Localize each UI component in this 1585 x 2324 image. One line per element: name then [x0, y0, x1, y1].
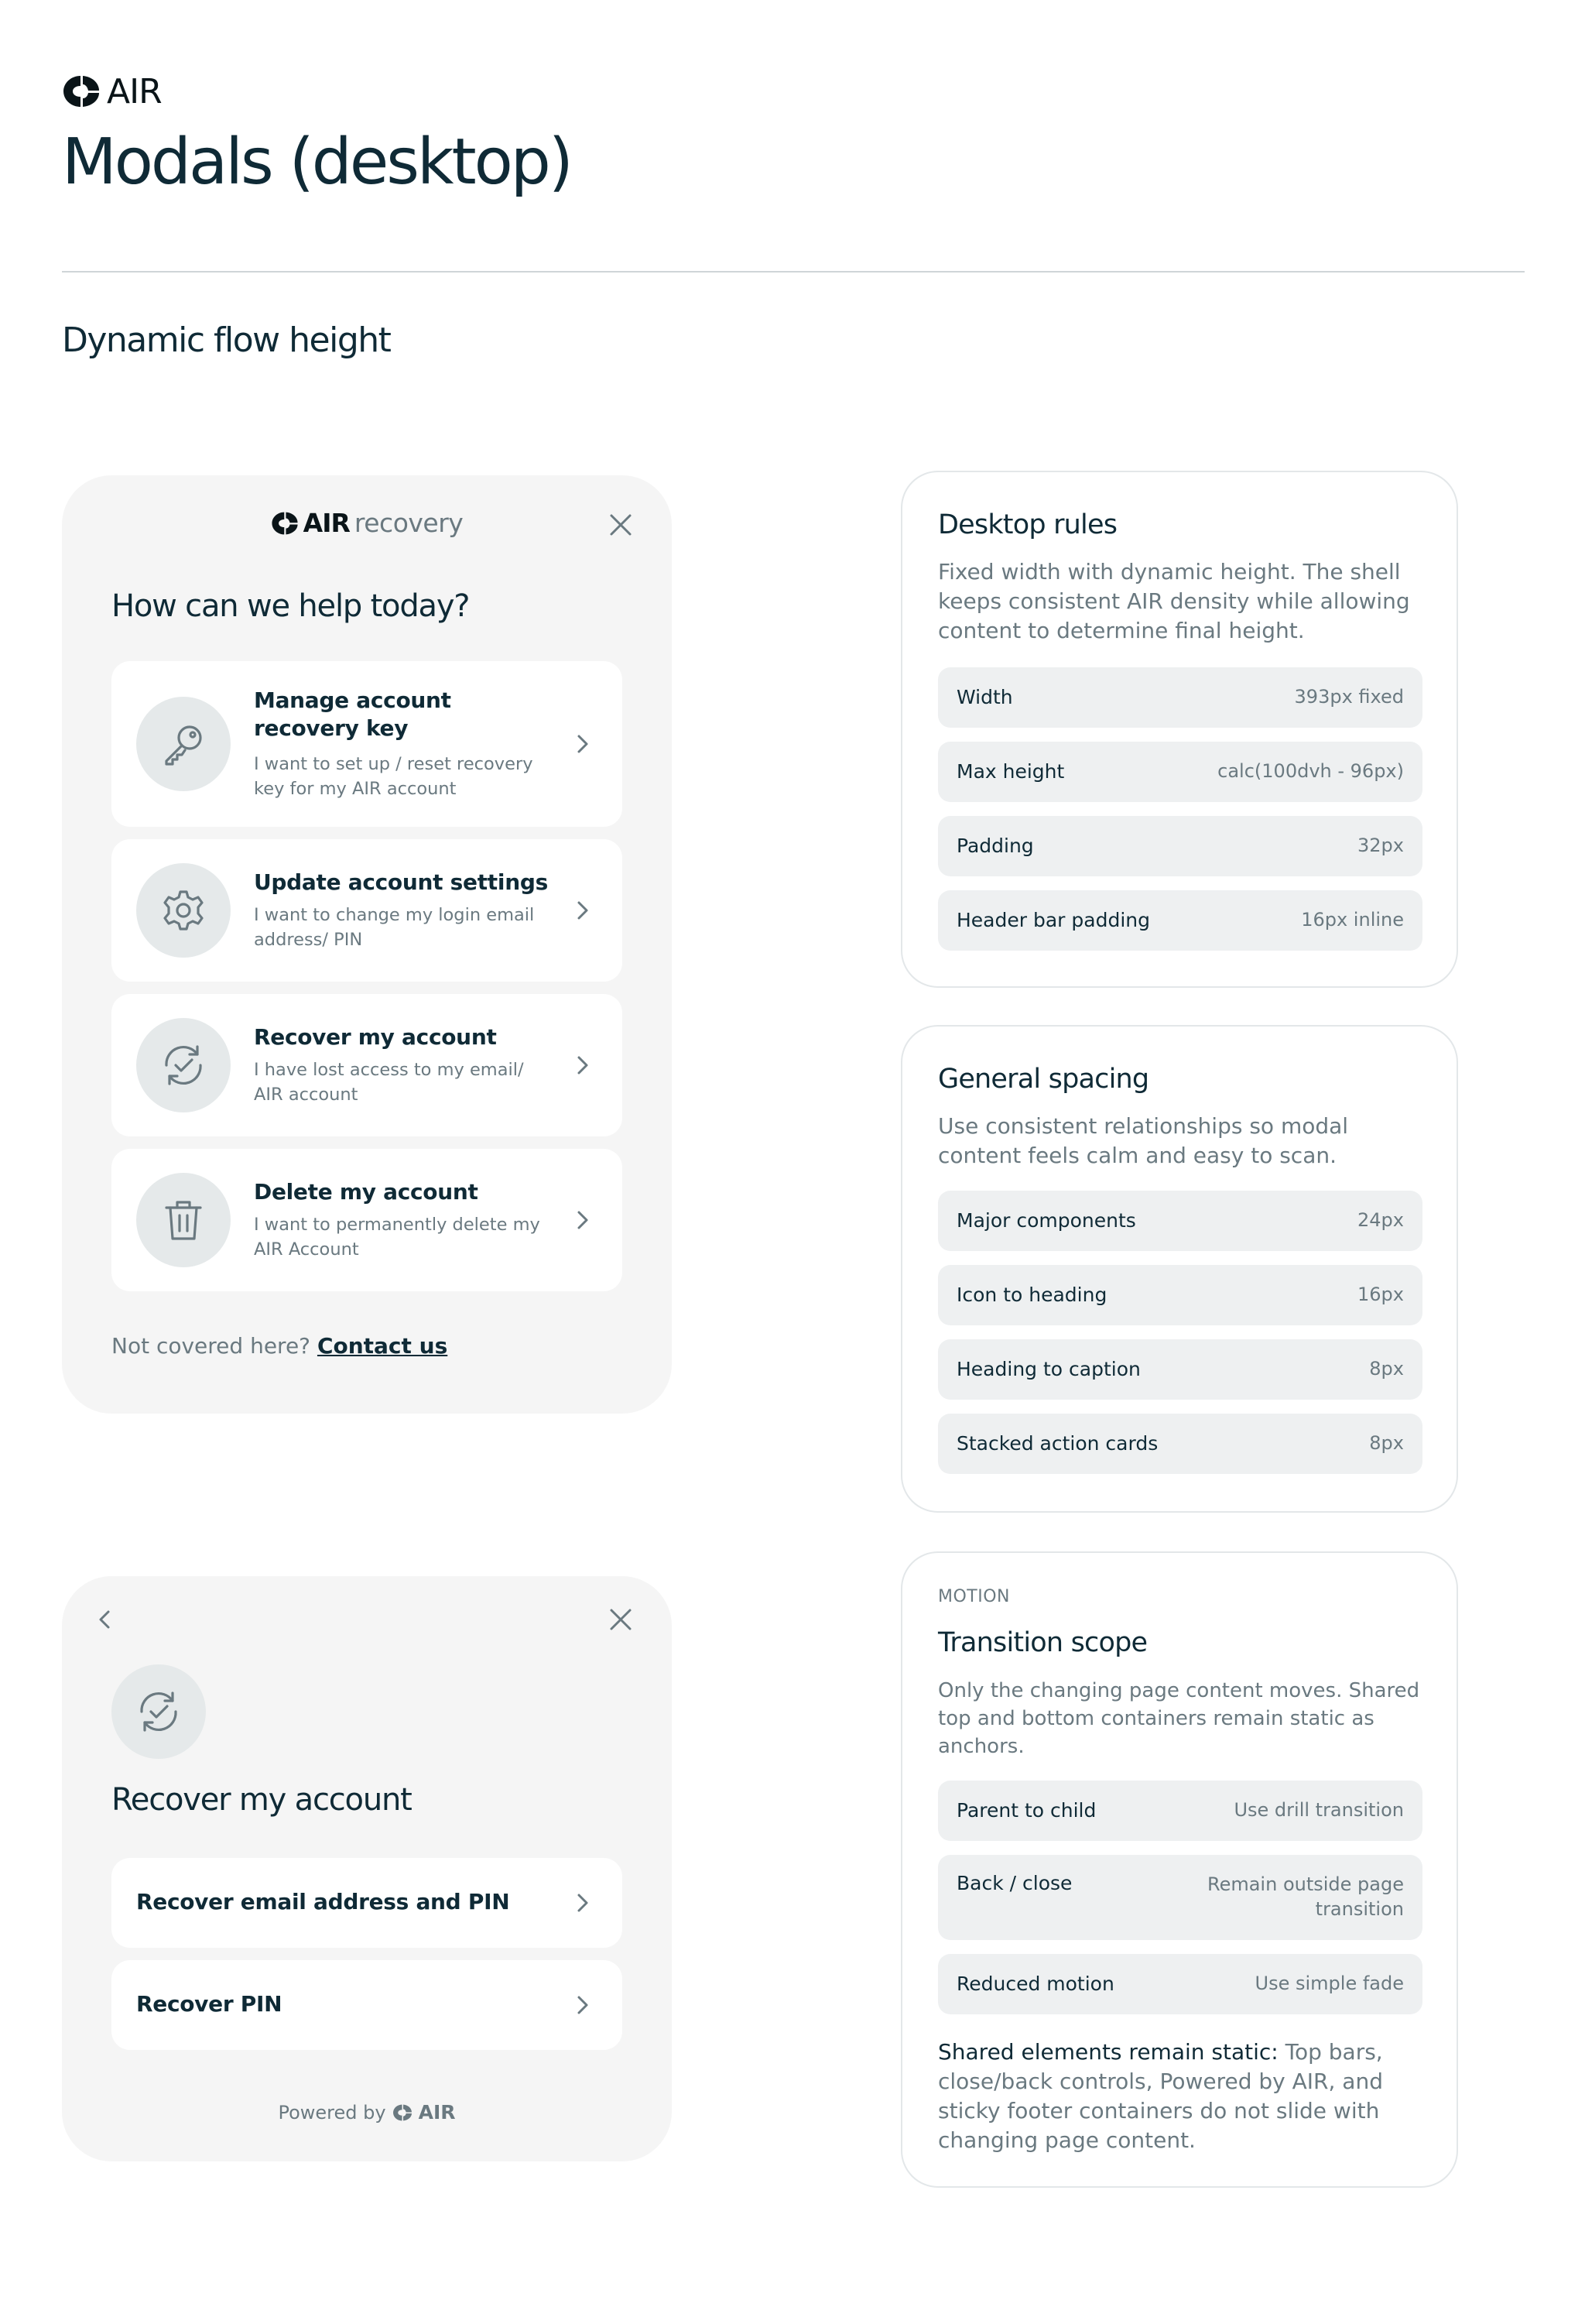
spec-row	[938, 1191, 1422, 1251]
spec-row	[938, 1414, 1422, 1474]
close-icon	[608, 512, 633, 537]
spec-value: 32px	[1357, 835, 1404, 856]
powered-by	[62, 2101, 672, 2123]
recover-account-modal	[62, 1576, 672, 2161]
spec-row	[938, 1855, 1422, 1940]
spec-row	[938, 742, 1422, 802]
card-description: I want to change my login email address/ PIN	[254, 905, 535, 950]
trash-icon	[159, 1195, 208, 1245]
card-title: Delete my account	[254, 1179, 478, 1205]
panel-title: Transition scope	[938, 1627, 1148, 1658]
desktop-rules-panel	[901, 471, 1458, 988]
modal-heading: How can we help today?	[111, 588, 470, 624]
spec-value: Remain outside page transition	[1207, 1873, 1404, 1920]
spec-row	[938, 890, 1422, 951]
card-title: Update account settings	[254, 869, 548, 895]
modal-heading: Recover my account	[111, 1782, 412, 1818]
card-recover-account[interactable]	[111, 994, 622, 1136]
refresh-check-icon	[134, 1687, 183, 1736]
modal-brand-air: AIR	[303, 508, 350, 538]
key-icon	[159, 719, 208, 769]
spec-key: Major components	[957, 1209, 1136, 1232]
panel-title: General spacing	[938, 1064, 1149, 1095]
panel-description: Fixed width with dynamic height. The shell keeps consistent AIR density while allowing content to determine final height.	[938, 559, 1410, 643]
chevron-right-icon	[570, 732, 594, 756]
not-covered-label: Not covered here?	[111, 1333, 311, 1359]
chevron-right-icon	[570, 898, 594, 923]
chevron-right-icon	[570, 1053, 594, 1078]
spec-value: calc(100dvh - 96px)	[1217, 760, 1404, 782]
panel-eyebrow: MOTION	[938, 1587, 1010, 1606]
card-icon-circle	[136, 1018, 231, 1112]
spec-key: Back / close	[957, 1872, 1073, 1894]
card-manage-recovery-key[interactable]	[111, 661, 622, 827]
modal-brand	[62, 508, 672, 538]
spec-row	[938, 1954, 1422, 2014]
back-button[interactable]	[87, 1601, 124, 1638]
not-covered-text	[111, 1333, 447, 1359]
card-update-settings[interactable]	[111, 839, 622, 982]
spec-value: 16px	[1357, 1284, 1404, 1305]
brand-name: AIR	[107, 71, 162, 111]
hero-icon-circle	[111, 1664, 206, 1759]
spec-key: Max height	[957, 760, 1065, 783]
spec-key: Heading to caption	[957, 1358, 1141, 1380]
panel-title: Desktop rules	[938, 509, 1118, 540]
card-icon-circle	[136, 1173, 231, 1267]
card-description: I want to permanently delete my AIR Account	[254, 1215, 540, 1260]
card-title: Manage account recovery key	[254, 687, 451, 741]
card-description: I want to set up / reset recovery key for my AIR account	[254, 754, 533, 799]
close-icon	[608, 1607, 633, 1632]
air-logo-icon	[62, 74, 101, 109]
spec-key: Stacked action cards	[957, 1432, 1159, 1455]
spec-key: Parent to child	[957, 1799, 1097, 1822]
refresh-check-icon	[159, 1040, 208, 1090]
divider	[62, 271, 1525, 273]
spec-value: Use drill transition	[1234, 1799, 1404, 1821]
recovery-home-modal	[62, 475, 672, 1414]
card-title: Recover my account	[254, 1024, 497, 1050]
chevron-left-icon	[93, 1607, 118, 1632]
brand-logo	[62, 71, 162, 111]
option-label: Recover PIN	[136, 1991, 282, 2017]
panel-description: Only the changing page content moves. Shared top and bottom containers remain static as anchors.	[938, 1679, 1420, 1758]
footnote-text: Top bars, close/back controls, Powered by AIR, and sticky footer containers do not slide with changing page content.	[938, 2039, 1383, 2153]
close-button[interactable]	[602, 1601, 639, 1638]
chevron-right-icon	[570, 1993, 594, 2017]
section-title: Dynamic flow height	[62, 320, 391, 360]
card-description: I have lost access to my email/ AIR account	[254, 1060, 524, 1105]
spec-row	[938, 1339, 1422, 1400]
chevron-right-icon	[570, 1208, 594, 1232]
spec-value: 16px inline	[1301, 909, 1404, 931]
contact-us-link[interactable]: Contact us	[317, 1333, 448, 1359]
chevron-right-icon	[570, 1890, 594, 1915]
spec-key: Width	[957, 686, 1013, 708]
spec-row	[938, 1781, 1422, 1841]
card-icon-circle	[136, 863, 231, 958]
spec-value: Use simple fade	[1255, 1973, 1404, 1994]
spec-value: 8px	[1369, 1432, 1404, 1454]
modal-brand-suffix: recovery	[354, 508, 464, 538]
powered-by-brand: AIR	[418, 2101, 456, 2123]
spec-row	[938, 667, 1422, 728]
option-recover-pin[interactable]	[111, 1960, 622, 2050]
air-logo-icon	[271, 510, 299, 536]
spec-value: 8px	[1369, 1358, 1404, 1380]
spec-value: 393px fixed	[1294, 686, 1404, 708]
air-logo-icon	[392, 2103, 413, 2122]
spec-row	[938, 1265, 1422, 1325]
motion-footnote	[938, 2038, 1426, 2155]
gear-icon	[159, 886, 208, 935]
spec-row	[938, 816, 1422, 876]
spec-key: Reduced motion	[957, 1973, 1114, 1995]
spec-key: Padding	[957, 835, 1034, 857]
page-title: Modals (desktop)	[62, 125, 571, 199]
panel-description: Use consistent relationships so modal content feels calm and easy to scan.	[938, 1113, 1349, 1168]
spec-value: 24px	[1357, 1209, 1404, 1231]
spec-key: Header bar padding	[957, 909, 1150, 931]
general-spacing-panel	[901, 1025, 1458, 1513]
motion-panel	[901, 1551, 1458, 2188]
option-recover-email-pin[interactable]	[111, 1858, 622, 1948]
close-button[interactable]	[602, 506, 639, 543]
powered-by-label: Powered by	[278, 2101, 386, 2123]
card-icon-circle	[136, 697, 231, 791]
card-delete-account[interactable]	[111, 1149, 622, 1291]
option-label: Recover email address and PIN	[136, 1889, 510, 1914]
spec-key: Icon to heading	[957, 1284, 1107, 1306]
footnote-bold: Shared elements remain static:	[938, 2039, 1279, 2065]
